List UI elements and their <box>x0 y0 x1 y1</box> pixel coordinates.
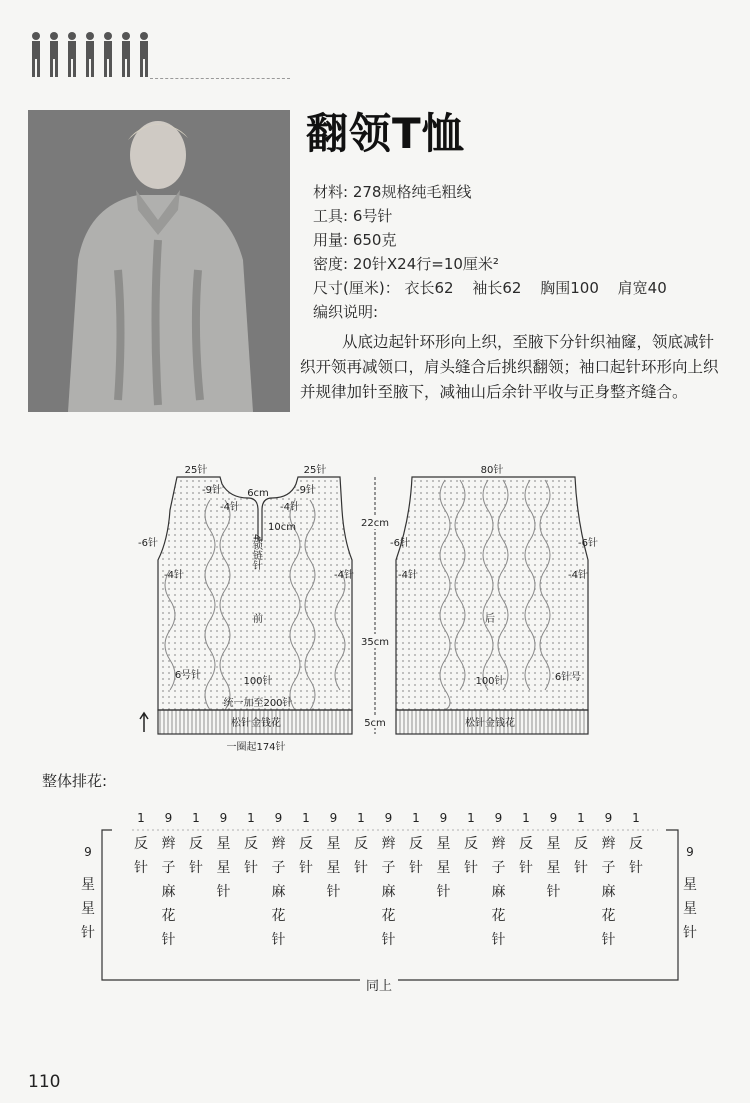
spec-size-label: 尺寸(厘米)： <box>313 279 400 297</box>
column-count: 9 <box>604 811 613 825</box>
layout-column <box>351 806 371 880</box>
column-count: 1 <box>192 811 200 825</box>
column-count: 9 <box>384 811 393 825</box>
back-top: 80针 <box>480 465 504 476</box>
front-armhole-left2: -4针 <box>164 570 184 581</box>
column-count: 1 <box>137 811 145 825</box>
layout-column <box>186 806 206 880</box>
back-needle: 6针号 <box>554 672 582 683</box>
side-left <box>78 845 98 945</box>
side-right-count: 9 <box>686 845 694 859</box>
front-armhole-right2: -4针 <box>334 570 354 581</box>
layout-column <box>241 806 261 880</box>
back-armhole-left2: -4针 <box>398 570 418 581</box>
layout-title: 整体排花: <box>42 772 108 790</box>
size-shoulder: 肩宽40 <box>617 279 667 297</box>
spec-tool: 工具: 6号针 <box>313 207 393 225</box>
column-count: 9 <box>494 811 503 825</box>
side-left-count: 9 <box>84 845 92 859</box>
column-count: 1 <box>467 811 475 825</box>
spec-size <box>313 276 667 300</box>
column-name: 反针 <box>189 836 203 876</box>
column-name: 辫子麻花针 <box>381 836 396 948</box>
model-photo-illustration <box>28 110 290 412</box>
back-armhole-left: -6针 <box>390 538 410 549</box>
model-photo <box>28 110 290 412</box>
layout-column <box>296 806 316 880</box>
page-title: 翻领T恤 <box>306 109 465 158</box>
placket-depth: 10cm <box>268 522 296 533</box>
column-count: 1 <box>632 811 640 825</box>
column-name: 反针 <box>409 836 423 876</box>
column-count: 9 <box>329 811 338 825</box>
column-name: 反针 <box>244 836 258 876</box>
column-count: 1 <box>302 811 310 825</box>
front-shoulder-left: 25针 <box>184 465 208 476</box>
measure-lower: 35cm <box>361 637 389 648</box>
column-count: 1 <box>357 811 365 825</box>
spec-density: 密度: 20针X24行=10厘米² <box>313 255 499 273</box>
column-count: 1 <box>522 811 530 825</box>
back-armhole-right2: -4针 <box>568 570 588 581</box>
layout-column <box>626 806 646 880</box>
neck-dec-left: -9针 <box>202 485 222 496</box>
spec-amount: 用量: 650克 <box>313 231 397 249</box>
size-sleeve: 袖长62 <box>472 279 522 297</box>
side-left-name: 星星针 <box>81 877 95 941</box>
column-name: 反针 <box>134 836 148 876</box>
cast-on-label: 一圈起174针 <box>226 742 286 753</box>
back-stitches: 100针 <box>475 676 505 687</box>
column-name: 辫子麻花针 <box>161 836 176 948</box>
front-label: 前 <box>253 614 263 625</box>
column-count: 9 <box>164 811 173 825</box>
layout-column <box>489 806 509 952</box>
knit-direction-arrow-icon <box>140 713 148 732</box>
back-rib-label: 松针金钱花 <box>465 718 515 729</box>
front-rib-label: 松针金钱花 <box>231 718 281 729</box>
front-stitches: 100针 <box>243 676 273 687</box>
column-count: 9 <box>274 811 283 825</box>
layout-column <box>214 806 234 904</box>
layout-column <box>269 806 289 952</box>
side-right <box>680 845 700 945</box>
column-count: 9 <box>219 811 228 825</box>
neck-depth: 6cm <box>247 488 269 499</box>
layout-column <box>406 806 426 880</box>
instructions-text: 从底边起针环形向上织，至腋下分针织袖窿，领底减针织开领再减领口，肩头缝合后挑织翻领；袖口起针环形向上织并规律加针至腋下，减袖山后余针平收与正身整齐缝合。 <box>300 333 719 401</box>
size-chest: 胸围100 <box>540 279 599 297</box>
page-number: 110 <box>28 1072 61 1092</box>
front-shoulder-right: 25针 <box>303 465 327 476</box>
column-name: 反针 <box>519 836 533 876</box>
layout-column <box>131 806 151 880</box>
layout-column <box>599 806 619 952</box>
front-increase: 统一加至200针 <box>223 698 293 709</box>
column-count: 1 <box>247 811 255 825</box>
neck-side-right: -4针 <box>280 502 300 513</box>
chain-stitch: 4锁链针 <box>250 533 262 571</box>
side-right-name: 星星针 <box>683 877 697 941</box>
layout-column <box>571 806 591 880</box>
layout-column <box>461 806 481 880</box>
neck-dec-right: -9针 <box>296 485 316 496</box>
instructions-label: 编织说明: <box>313 303 379 321</box>
neck-side-left: -4针 <box>220 502 240 513</box>
column-name: 星星针 <box>546 836 561 900</box>
column-count: 9 <box>439 811 448 825</box>
measure-upper: 22cm <box>361 518 389 529</box>
column-count: 1 <box>412 811 420 825</box>
column-name: 反针 <box>629 836 643 876</box>
measure-rib: 5cm <box>364 718 386 729</box>
front-needle: 6号针 <box>174 670 202 681</box>
back-armhole-right: -6针 <box>578 538 598 549</box>
layout-column <box>516 806 536 880</box>
front-armhole-left: -6针 <box>138 538 158 549</box>
layout-column <box>324 806 344 904</box>
column-count: 1 <box>577 811 585 825</box>
layout-column <box>544 806 564 904</box>
column-name: 星星针 <box>216 836 231 900</box>
column-name: 辫子麻花针 <box>271 836 286 948</box>
header-divider <box>150 78 290 79</box>
column-name: 反针 <box>464 836 478 876</box>
column-name: 反针 <box>299 836 313 876</box>
column-name: 辫子麻花针 <box>601 836 616 948</box>
layout-column <box>159 806 179 952</box>
knitting-diagram <box>130 460 610 760</box>
column-name: 反针 <box>574 836 588 876</box>
layout-column <box>379 806 399 952</box>
column-name: 反针 <box>354 836 368 876</box>
column-name: 星星针 <box>326 836 341 900</box>
header-figures-icon <box>28 30 150 80</box>
column-name: 星星针 <box>436 836 451 900</box>
back-label: 后 <box>485 614 495 625</box>
size-length: 衣长62 <box>404 279 454 297</box>
column-count: 9 <box>549 811 558 825</box>
column-name: 辫子麻花针 <box>491 836 506 948</box>
same-above-label: 同上 <box>360 975 398 994</box>
layout-column <box>434 806 454 904</box>
spec-material: 材料: 278规格纯毛粗线 <box>313 183 472 201</box>
